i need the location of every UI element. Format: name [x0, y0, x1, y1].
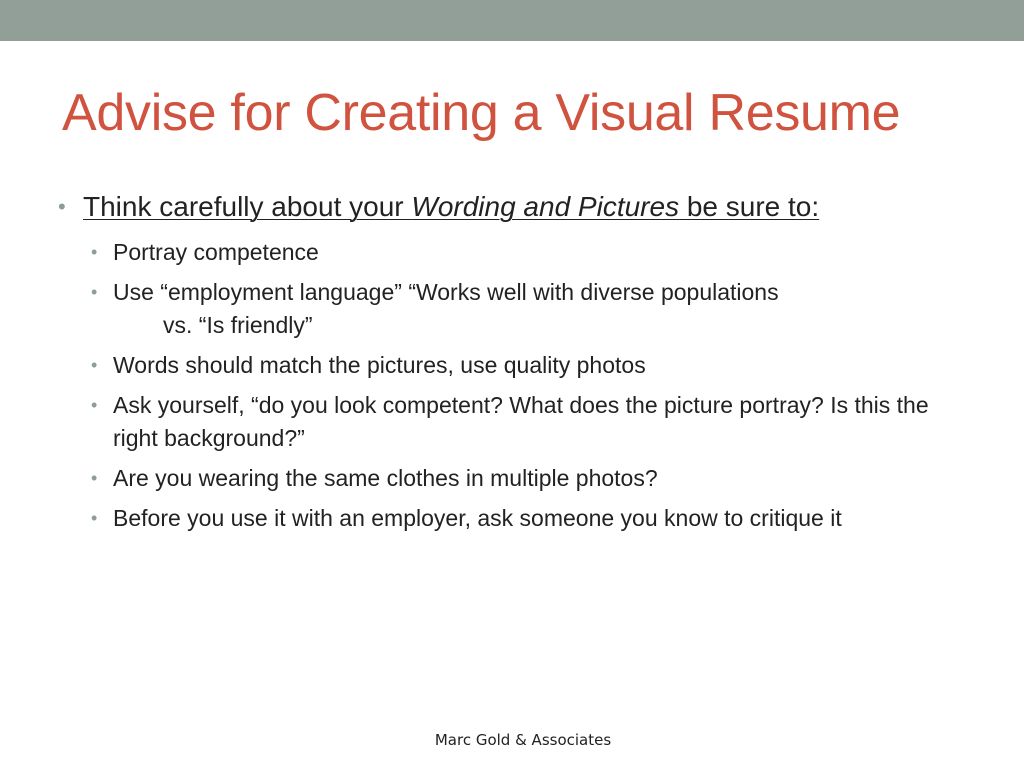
list-item-text: Use “employment language” “Works well with diverse populations	[113, 279, 779, 305]
list-item	[58, 276, 968, 342]
slide-body	[58, 186, 968, 542]
bullet-dot-icon: •	[91, 355, 98, 375]
list-item	[58, 236, 968, 269]
main-bullet-text-start: Think carefully about your	[83, 191, 412, 222]
slide-title: Advise for Creating a Visual Resume	[62, 84, 901, 142]
bullet-dot-icon: •	[91, 395, 98, 415]
main-bullet-text	[83, 191, 819, 222]
sub-bullet-list	[58, 236, 968, 535]
main-bullet-text-italic: Wording and Pictures	[411, 191, 680, 222]
list-item-text: Words should match the pictures, use quality photos	[113, 352, 646, 378]
list-item-text-continuation: vs. “Is friendly”	[163, 312, 313, 338]
slide-footer: Marc Gold & Associates	[434, 731, 612, 749]
list-item-text: Portray competence	[113, 239, 319, 265]
bullet-dot-icon: •	[58, 194, 66, 219]
list-item	[58, 462, 968, 495]
top-header-bar	[0, 0, 1024, 41]
list-item	[58, 502, 968, 535]
list-item-text: Ask yourself, “do you look competent? What does the picture portray? Is this the right background?”	[113, 392, 929, 451]
bullet-dot-icon: •	[91, 282, 98, 302]
list-item-text: Before you use it with an employer, ask someone you know to critique it	[113, 505, 842, 531]
list-item-text: Are you wearing the same clothes in multiple photos?	[113, 465, 658, 491]
list-item	[58, 389, 968, 455]
bullet-dot-icon: •	[91, 468, 98, 488]
bullet-dot-icon: •	[91, 508, 98, 528]
main-bullet-text-end: be sure to:	[679, 191, 820, 222]
bullet-dot-icon: •	[91, 242, 98, 262]
main-bullet	[58, 186, 968, 228]
list-item	[58, 349, 968, 382]
